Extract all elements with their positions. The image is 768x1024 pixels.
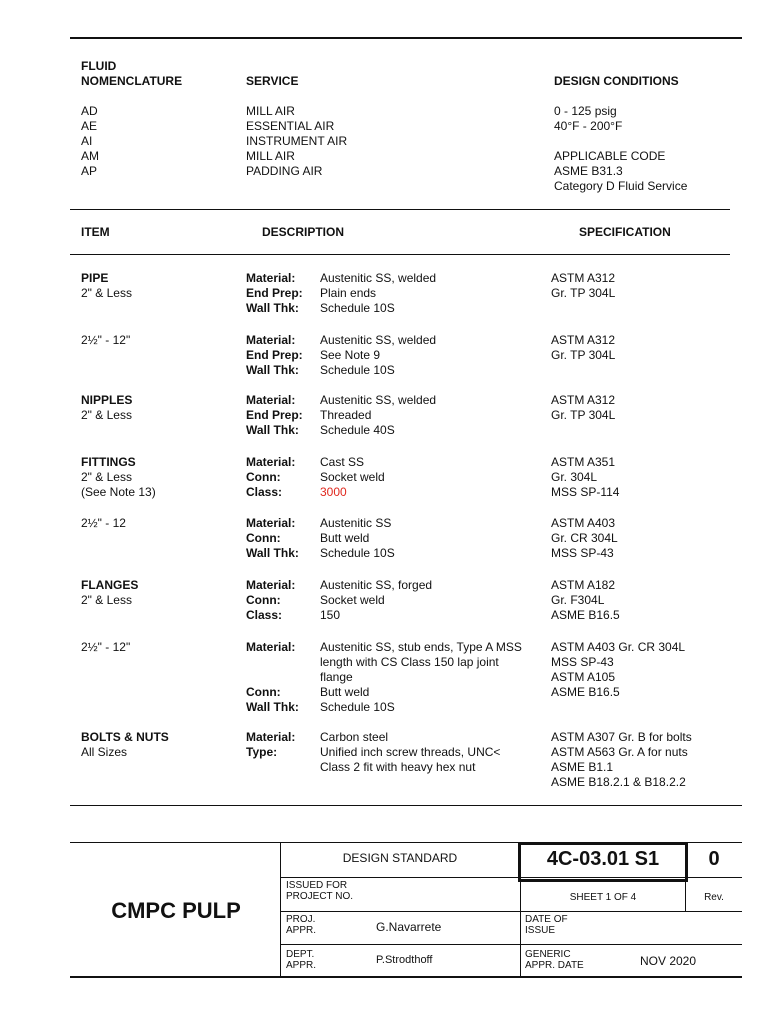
item-size: 2" & Less: [81, 408, 132, 422]
row-item: [81, 393, 132, 423]
value-text: 150: [320, 608, 341, 622]
row-values: [320, 730, 500, 775]
row-item: [81, 730, 169, 760]
item-size: 2" & Less: [81, 286, 132, 300]
header-design-conditions: DESIGN CONDITIONS: [554, 74, 679, 88]
key-label: Wall Thk:: [246, 363, 299, 377]
design-condition: 40°F - 200°F: [554, 119, 623, 133]
key-label: Material:: [246, 578, 296, 592]
date-of-issue-line1: DATE OF: [525, 914, 568, 925]
header-fluid-nomenclature: [81, 59, 182, 89]
proj-appr-line2: APPR.: [286, 925, 317, 936]
spec-text: ASME B16.5: [551, 685, 620, 699]
value-text: Schedule 10S: [320, 363, 395, 377]
fluid-service: ESSENTIAL AIR: [246, 119, 335, 133]
date-of-issue-line2: ISSUE: [525, 925, 556, 936]
dept-appr-line1: DEPT.: [286, 949, 315, 960]
row-spec: [551, 455, 619, 500]
row-item: [81, 516, 126, 531]
row-spec: [551, 578, 620, 623]
revision-number: 0: [708, 848, 720, 870]
key-label: Conn:: [246, 685, 281, 699]
row-keys: [246, 516, 299, 561]
item-title: PIPE: [81, 271, 109, 285]
spec-text: ASTM A182: [551, 578, 616, 592]
spec-text: ASME B1.1: [551, 760, 614, 774]
value-text: Butt weld: [320, 685, 370, 699]
table-header-bottom-rule: [70, 254, 730, 255]
rev-label: Rev.: [704, 892, 724, 903]
item-size: 2½" - 12: [81, 516, 126, 530]
key-label: Wall Thk:: [246, 423, 299, 437]
sheet-label: SHEET 1 OF 4: [569, 892, 637, 903]
fluid-code: AM: [81, 149, 99, 163]
value-text: Cast SS: [320, 455, 365, 469]
row-item: [81, 640, 130, 655]
header-fluid-line2: NOMENCLATURE: [81, 74, 183, 88]
row-spec: [551, 271, 615, 301]
spec-text: MSS SP-43: [551, 546, 614, 560]
value-text: Unified inch screw threads, UNC<: [320, 745, 501, 759]
title-block-bottom-rule: [70, 976, 742, 978]
header-fluid-line1: FLUID: [81, 59, 117, 73]
item-size: 2" & Less: [81, 593, 132, 607]
spec-text: ASTM A351: [551, 455, 616, 469]
row-values: [320, 516, 395, 561]
spec-text: ASTM A307 Gr. B for bolts: [551, 730, 692, 744]
generic-appr-date-value: NOV 2020: [640, 954, 697, 968]
company-name: CMPC PULP: [111, 898, 241, 923]
issued-for-line1: ISSUED FOR: [286, 880, 348, 891]
generic-appr-date-line1: GENERIC: [525, 949, 571, 960]
key-label: Conn:: [246, 593, 281, 607]
row-item: [81, 271, 132, 301]
dept-appr-line2: APPR.: [286, 960, 317, 971]
design-condition: 0 - 125 psig: [554, 104, 617, 118]
design-standard-label: DESIGN STANDARD: [342, 851, 458, 865]
spec-text: ASTM A312: [551, 393, 616, 407]
table-header-specification: SPECIFICATION: [579, 225, 671, 239]
item-note: (See Note 13): [81, 485, 156, 499]
spec-text: Gr. 304L: [551, 470, 598, 484]
header-service: SERVICE: [246, 74, 299, 88]
issued-for-label: [286, 880, 353, 902]
spec-text: ASTM A312: [551, 271, 616, 285]
row-values: [320, 455, 385, 500]
key-label: End Prep:: [246, 408, 303, 422]
table-header-top-rule: [70, 209, 730, 210]
key-label: End Prep:: [246, 348, 303, 362]
spec-text: ASTM A403: [551, 516, 616, 530]
grid-row-line-3: [280, 944, 742, 945]
value-text: Austenitic SS: [320, 516, 392, 530]
row-spec: [551, 640, 685, 700]
key-label: Class:: [246, 608, 283, 622]
spec-text: ASTM A403 Gr. CR 304L: [551, 640, 686, 654]
item-title: FITTINGS: [81, 455, 136, 469]
row-keys: [246, 333, 303, 378]
item-title: NIPPLES: [81, 393, 133, 407]
spec-text: Gr. CR 304L: [551, 531, 618, 545]
value-text: Butt weld: [320, 531, 370, 545]
key-label: Type:: [246, 745, 278, 759]
doc-number: 4C-03.01 S1: [546, 848, 660, 870]
design-condition-spacer: [554, 134, 687, 149]
design-condition: ASME B31.3: [554, 164, 623, 178]
value-text: Socket weld: [320, 593, 385, 607]
row-item: [81, 333, 130, 348]
value-text: Austenitic SS, stub ends, Type A MSS: [320, 640, 522, 654]
row-item: [81, 455, 156, 500]
table-header-item: ITEM: [81, 225, 110, 239]
key-spacer: [246, 670, 299, 685]
date-of-issue-label: [525, 914, 568, 936]
item-title: FLANGES: [81, 578, 139, 592]
spec-text: MSS SP-43: [551, 655, 614, 669]
issued-for-line2: PROJECT NO.: [286, 891, 354, 902]
dept-appr-label: [286, 949, 316, 971]
key-label: Class:: [246, 485, 283, 499]
spec-text: Gr. TP 304L: [551, 286, 616, 300]
generic-appr-date-label: [525, 949, 584, 971]
proj-appr-line1: PROJ.: [286, 914, 316, 925]
fluid-codes: [81, 104, 99, 179]
row-spec: [551, 393, 615, 423]
value-text: See Note 9: [320, 348, 381, 362]
proj-appr-name: G.Navarrete: [376, 920, 442, 934]
row-keys: [246, 730, 295, 760]
value-text: Plain ends: [320, 286, 377, 300]
key-label: Material:: [246, 333, 296, 347]
row-spec: [551, 730, 692, 790]
key-label: Material:: [246, 730, 296, 744]
row-keys: [246, 640, 299, 715]
spec-text: Gr. TP 304L: [551, 408, 616, 422]
fluid-service: INSTRUMENT AIR: [246, 134, 348, 148]
value-text: Threaded: [320, 408, 372, 422]
fluid-code: AE: [81, 119, 98, 133]
spec-text: ASTM A105: [551, 670, 616, 684]
fluid-code: AP: [81, 164, 98, 178]
fluid-service: PADDING AIR: [246, 164, 323, 178]
row-values: [320, 578, 432, 623]
fluid-code: AI: [81, 134, 93, 148]
row-values: [320, 640, 522, 715]
key-label: Material:: [246, 516, 296, 530]
row-keys: [246, 393, 303, 438]
value-text: Austenitic SS, welded: [320, 333, 437, 347]
dept-appr-name: P.Strodthoff: [376, 954, 433, 966]
key-label: Wall Thk:: [246, 301, 299, 315]
spec-text: ASME B18.2.1 & B18.2.2: [551, 775, 686, 789]
item-size: 2½" - 12": [81, 333, 131, 347]
value-text: Schedule 40S: [320, 423, 395, 437]
key-spacer: [246, 655, 299, 670]
table-header-description: DESCRIPTION: [262, 225, 345, 239]
fluid-service: MILL AIR: [246, 104, 295, 118]
proj-appr-label: [286, 914, 316, 936]
value-text: Austenitic SS, welded: [320, 271, 437, 285]
row-spec: [551, 516, 618, 561]
key-label: Conn:: [246, 470, 281, 484]
value-text: Schedule 10S: [320, 700, 395, 714]
design-condition: Category D Fluid Service: [554, 179, 688, 193]
value-text: Carbon steel: [320, 730, 389, 744]
row-values: [320, 393, 436, 438]
spec-text: Gr. F304L: [551, 593, 605, 607]
row-keys: [246, 271, 303, 316]
key-label: Wall Thk:: [246, 546, 299, 560]
key-label: Material:: [246, 393, 296, 407]
item-size: 2" & Less: [81, 470, 132, 484]
fluid-service: MILL AIR: [246, 149, 295, 163]
row-keys: [246, 578, 295, 623]
value-text: Socket weld: [320, 470, 385, 484]
row-spec: [551, 333, 615, 363]
row-keys: [246, 455, 295, 500]
value-text: Schedule 10S: [320, 301, 395, 315]
design-conditions-list: [554, 104, 687, 194]
value-text-highlight: 3000: [320, 485, 347, 499]
spec-text: ASTM A563 Gr. A for nuts: [551, 745, 688, 759]
key-label: Material:: [246, 271, 296, 285]
item-size: 2½" - 12": [81, 640, 131, 654]
row-item: [81, 578, 138, 608]
spec-text: MSS SP-114: [551, 485, 620, 499]
key-label: Conn:: [246, 531, 281, 545]
table-bottom-rule: [70, 805, 742, 806]
key-label: End Prep:: [246, 286, 303, 300]
spec-text: Gr. TP 304L: [551, 348, 616, 362]
fluid-services: [246, 104, 347, 179]
fluid-code: AD: [81, 104, 98, 118]
item-size: All Sizes: [81, 745, 128, 759]
key-label: Material:: [246, 455, 296, 469]
key-label: Wall Thk:: [246, 700, 299, 714]
value-text: Schedule 10S: [320, 546, 395, 560]
design-condition: APPLICABLE CODE: [554, 149, 666, 163]
top-rule: [70, 37, 742, 39]
grid-row-line-2: [280, 911, 742, 912]
generic-appr-date-line2: APPR. DATE: [525, 960, 584, 971]
value-text: Austenitic SS, forged: [320, 578, 433, 592]
value-text: Austenitic SS, welded: [320, 393, 437, 407]
value-text: flange: [320, 670, 353, 684]
item-title: BOLTS & NUTS: [81, 730, 169, 744]
key-label: Material:: [246, 640, 296, 654]
value-text: Class 2 fit with heavy hex nut: [320, 760, 476, 774]
row-values: [320, 333, 436, 378]
spec-text: ASME B16.5: [551, 608, 620, 622]
row-values: [320, 271, 436, 316]
value-text: length with CS Class 150 lap joint: [320, 655, 499, 669]
spec-text: ASTM A312: [551, 333, 616, 347]
